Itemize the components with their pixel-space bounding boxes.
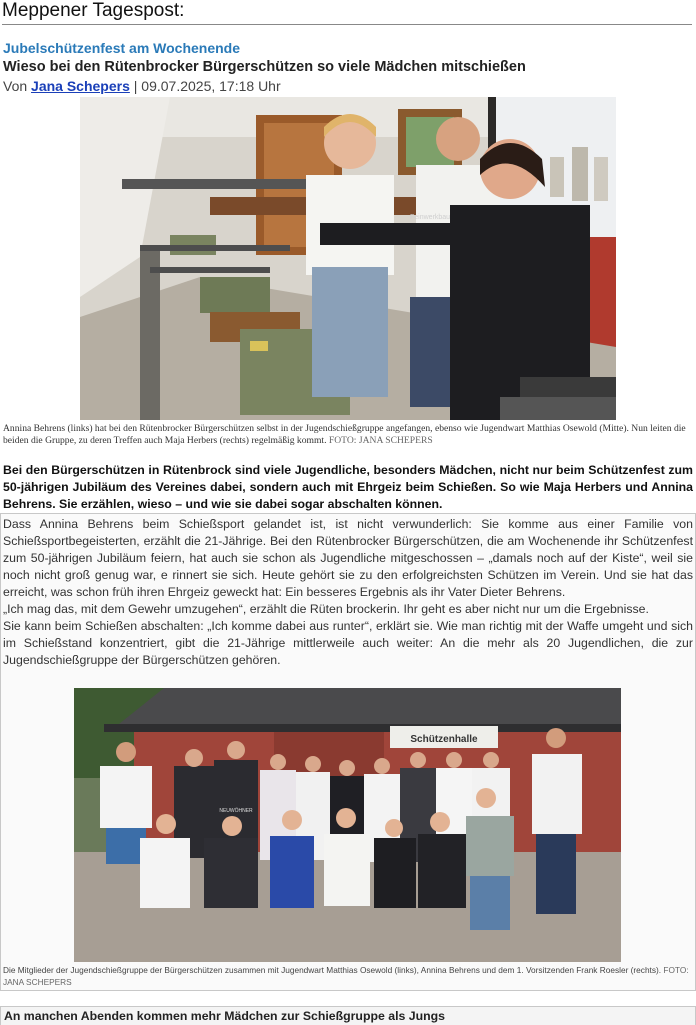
author-link[interactable]: Jana Schepers: [31, 78, 130, 94]
masthead: Meppener Tagespost:: [2, 0, 692, 25]
article-date: 09.07.2025, 17:18 Uhr: [141, 78, 281, 94]
body-paragraph: Sie kann beim Schießen abschalten: „Ich komme dabei aus runter“, erklärt sie. Wie man richtig mit der Waffe umgeht und sich im Schießstand konzentriert, gibt die 21-Jährige mittlerweile auch weiter: An die mehr als 20 Jugendlichen, die zur Jugendschießgruppe der Bürgerschützen gehören.: [3, 619, 693, 667]
photo-caption-2: [3, 965, 693, 988]
caption-2-text: Die Mitglieder der Jugendschießgruppe der Bürgerschützen zusammen mit Jugendwart Matthias Osewold (links), Annina Behrens und dem 1. Vorsitzenden Frank Roesler (rechts).: [3, 965, 662, 975]
article-body: [3, 516, 693, 669]
article-photo-shooting-range: [80, 97, 616, 420]
building-sign: Schützenhalle: [410, 734, 478, 745]
caption-1-text: Annina Behrens (links) hat bei den Rütenbrocker Bürgerschützen selbst in der Jugendschießgruppe angefangen, ebenso wie Jugendwart Matthias Osewold (Mitte). Nun leiten die beiden die Gruppe, zu deren Treffen auch Maja Herbers (rechts) regelmäßig kommt.: [3, 423, 686, 446]
photo-caption-1: [3, 423, 693, 447]
byline: [3, 78, 693, 94]
byline-prefix: Von: [3, 78, 32, 94]
shirt-print: NEUWÖHNER: [219, 808, 253, 814]
photo-group-illustration: [74, 688, 621, 962]
article-kicker: Jubelschützenfest am Wochenende: [3, 40, 241, 56]
rifle-brand-label: Feinwerkbau: [410, 214, 451, 221]
caption-2-credit: FOTO: JANA SCHEPERS: [3, 965, 689, 987]
section-subheading: [0, 1006, 696, 1025]
byline-separator: |: [129, 78, 142, 94]
photo-shooting-range-illustration: [80, 97, 616, 420]
article-lead: Bei den Bürgerschützen in Rütenbrock sind viele Jugendliche, besonders Mädchen, nicht nur beim Schützenfest zum 50-jährigen Jubiläum des Vereines dabei, sondern auch mit Ehrgeiz beim Schießen. So wie Maja Herbers und Annina Behrens. Sie erzählen, wieso – und wie sie dabei sogar abschalten können.: [3, 463, 693, 511]
caption-1-credit: FOTO: JANA SCHEPERS: [328, 435, 433, 446]
body-paragraph: „Ich mag das, mit dem Gewehr umzugehen“, erzählt die Rüten brockerin. Ihr geht es aber nicht nur um die Ergebnisse.: [3, 602, 649, 616]
body-paragraph: Dass Annina Behrens beim Schießsport gelandet ist, ist nicht verwunderlich: Sie komme aus einer Familie von Schießsportbegeisterten, erzählt die 21-Jährige. Bei den Rütenbrocker Bürgerschützen, die am Wochenende ihr Schützenfest zum 50-jährigen Jubiläum feiern, hat auch sie schon als Jugendliche mitgeschossen – „damals noch auf der Kiste“, weil sie noch nicht groß genug war, e rinnert sie sich. Heute gehört sie zu den erfolgreichsten Schützen im Verein. Und sie hat das erreicht, was schon früh ihren Ehrgeiz geweckt hat: Ein besseres Ergebnis als ihr Vater Dieter Behrens.: [3, 517, 693, 599]
subheading-text: An manchen Abenden kommen mehr Mädchen zur Schießgruppe als Jungs: [4, 1009, 445, 1023]
article-headline: Wieso bei den Rütenbrocker Bürgerschützen so viele Mädchen mitschießen: [3, 59, 526, 75]
article-photo-group: [74, 688, 621, 962]
